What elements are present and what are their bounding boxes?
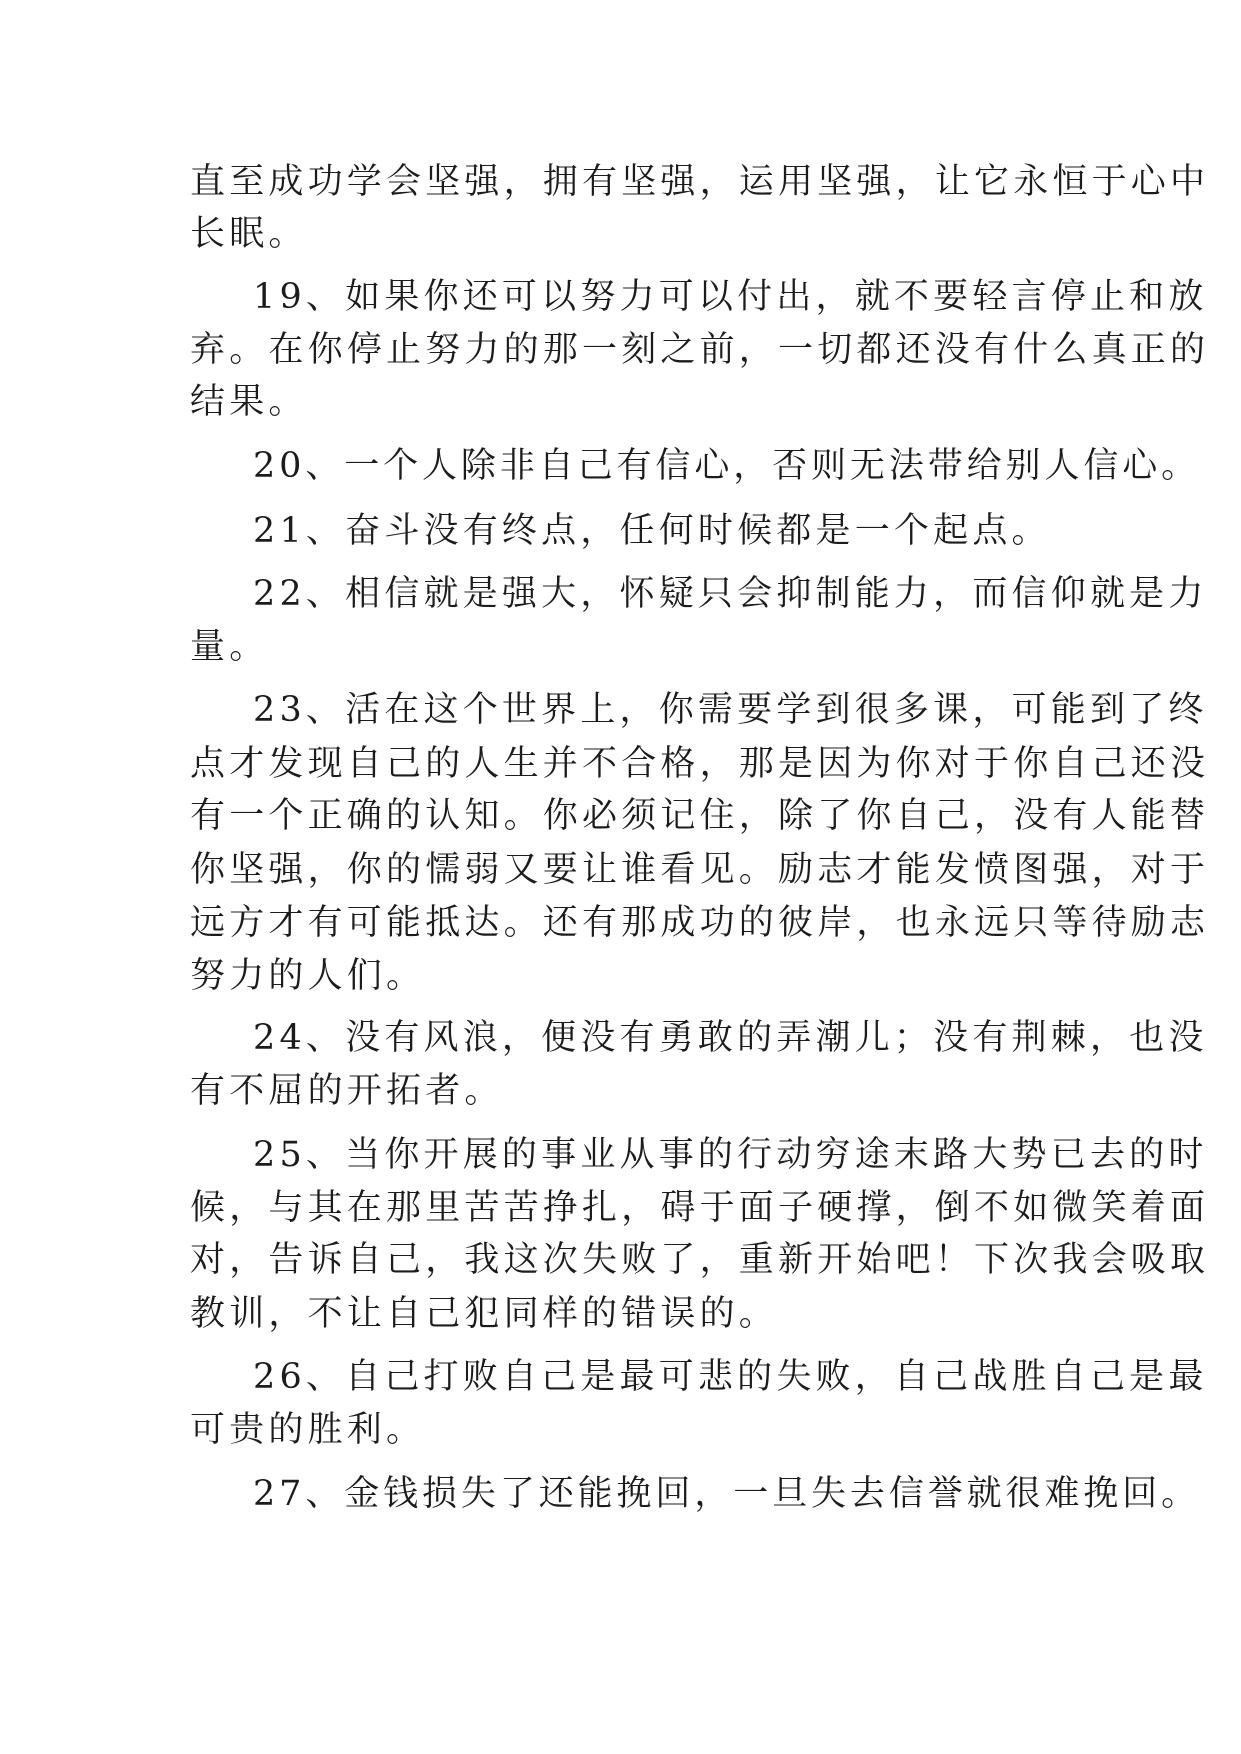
text-line: 你坚强，你的懦弱又要让谁看见。励志才能发愤图强，对于 <box>190 850 1210 890</box>
text-line: 候，与其在那里苦苦挣扎，碍于面子硬撑，倒不如微笑着面 <box>190 1188 1210 1228</box>
paragraph-21-line: 21、奋斗没有终点，任何时候都是一个起点。 <box>253 511 1051 551</box>
paragraph-22-line: 22、相信就是强大，怀疑只会抑制能力，而信仰就是力 <box>253 574 1208 614</box>
paragraph-25-line: 25、当你开展的事业从事的行动穷途末路大势已去的时 <box>253 1135 1208 1175</box>
text-line: 可贵的胜利。 <box>190 1410 426 1450</box>
paragraph-20-line: 20、一个人除非自己有信心，否则无法带给别人信心。 <box>253 446 1201 486</box>
text-line: 远方才有可能抵达。还有那成功的彼岸，也永远只等待励志 <box>190 903 1210 943</box>
text-line: 直至成功学会坚强，拥有坚强，运用坚强，让它永恒于心中 <box>190 162 1210 202</box>
paragraph-19-line: 19、如果你还可以努力可以付出，就不要轻言停止和放 <box>253 277 1208 317</box>
text-line: 对，告诉自己，我这次失败了，重新开始吧！下次我会吸取 <box>190 1240 1210 1280</box>
paragraph-23-line: 23、活在这个世界上，你需要学到很多课，可能到了终 <box>253 690 1208 730</box>
text-line: 努力的人们。 <box>190 956 426 996</box>
text-line: 有一个正确的认知。你必须记住，除了你自己，没有人能替 <box>190 796 1210 836</box>
paragraph-24-line: 24、没有风浪，便没有勇敢的弄潮儿；没有荆棘，也没 <box>253 1018 1208 1058</box>
text-line: 量。 <box>190 627 269 667</box>
text-line: 有不屈的开拓者。 <box>190 1071 504 1111</box>
text-line: 教训，不让自己犯同样的错误的。 <box>190 1294 779 1334</box>
text-line: 结果。 <box>190 382 308 422</box>
paragraph-26-line: 26、自己打败自己是最可悲的失败，自己战胜自己是最 <box>253 1357 1208 1397</box>
text-line: 弃。在你停止努力的那一刻之前，一切都还没有什么真正的 <box>190 330 1210 370</box>
text-line: 点才发现自己的人生并不合格，那是因为你对于你自己还没 <box>190 744 1210 784</box>
text-line: 长眠。 <box>190 214 308 254</box>
paragraph-27-line: 27、金钱损失了还能挽回，一旦失去信誉就很难挽回。 <box>253 1474 1201 1514</box>
